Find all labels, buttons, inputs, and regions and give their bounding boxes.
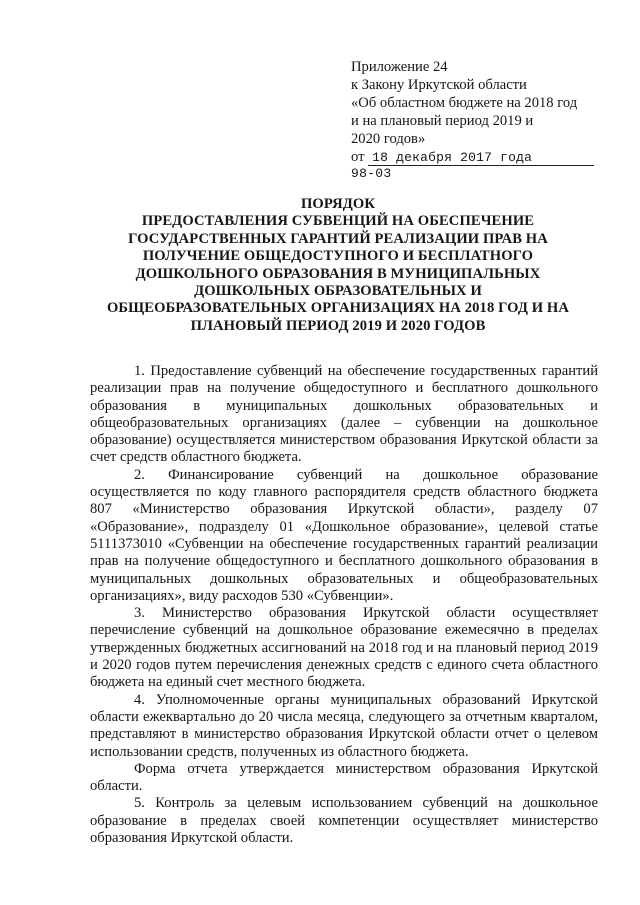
document-title [88,196,588,335]
paragraph-3: 3. Министерство образования Иркутской области осуществляет перечисление субвенций на дошкольное образование ежемесячно в пределах утвержденных бюджетных ассигнований на 2018 год и на плановый период 2019 и 2020 годов путем перечисления денежных средств с единого счета областного бюджета на единый счет местного бюджета. [90,605,598,691]
paragraph-4: 4. Уполномоченные органы муниципальных образований Иркутской области ежеквартально до 20 числа месяца, следующего за отчетным кварталом, представляют в министерство образования Иркутской области отчет о целевом использовании средств, полученных из областного бюджета. [90,691,598,760]
title-line: ПРЕДОСТАВЛЕНИЯ СУБВЕНЦИЙ НА ОБЕСПЕЧЕНИЕ [141,213,535,230]
title-line: ПЛАНОВЫЙ ПЕРИОД 2019 И 2020 ГОДОВ [190,317,486,334]
appendix-law-title-3: 2020 годов» [351,131,426,147]
date-prefix: от [351,149,365,165]
appendix-header [351,58,611,182]
appendix-law-reference: к Закону Иркутской области [351,77,527,93]
title-line: ДОШКОЛЬНЫХ ОБРАЗОВАТЕЛЬНЫХ И [194,283,482,300]
paragraph-2: 2. Финансирование субвенций на дошкольное образование осуществляется по коду главного распорядителя средств областного бюджета 807 «Министерство образования Иркутской области», разделу 07 «Образование», подразделу 01 «Дошкольное образование», целевой статье 5111373010 «Субвенции на обеспечение государственных гарантий реализации прав на получение общедоступного и бесплатного дошкольного образования в муниципальных дошкольных образовательных и общеобразовательных организациях», виду расходов 530 «Субвенции». [90,466,598,604]
title-line: ПОЛУЧЕНИЕ ОБЩЕДОСТУПНОГО И БЕСПЛАТНОГО [142,248,534,265]
title-line: ОБЩЕОБРАЗОВАТЕЛЬНЫХ ОРГАНИЗАЦИЯХ НА 2018 ГОД И НА [106,300,570,317]
paragraph-5: 5. Контроль за целевым использованием субвенций на дошкольное образование в пределах своей компетенции осуществляет министерство образования Иркутской области. [90,795,598,847]
appendix-number: Приложение 24 [351,59,448,75]
title-line: ГОСУДАРСТВЕННЫХ ГАРАНТИЙ РЕАЛИЗАЦИИ ПРАВ НА [128,230,548,247]
appendix-law-title-2: и на плановый период 2019 и [351,113,534,129]
appendix-date-line [351,148,611,166]
appendix-law-title-1: «Об областном бюджете на 2018 год [351,95,578,111]
law-number: 98-03 [351,166,392,181]
paragraph-4-note: Форма отчета утверждается министерством образования Иркутской области. [90,760,598,795]
title-line: ДОШКОЛЬНОГО ОБРАЗОВАНИЯ В МУНИЦИПАЛЬНЫХ [135,265,541,282]
document-body [90,363,598,847]
title-heading: ПОРЯДОК [300,196,376,212]
date-value: 18 декабря 2017 года [368,151,594,166]
paragraph-1: 1. Предоставление субвенций на обеспечение государственных гарантий реализации прав на получение общедоступного и бесплатного дошкольного образования в муниципальных дошкольных образовательных и общеобразовательных организациях (далее – субвенции на дошкольное образование) осуществляется министерством образования Иркутской области за счет средств областного бюджета. [90,363,598,466]
